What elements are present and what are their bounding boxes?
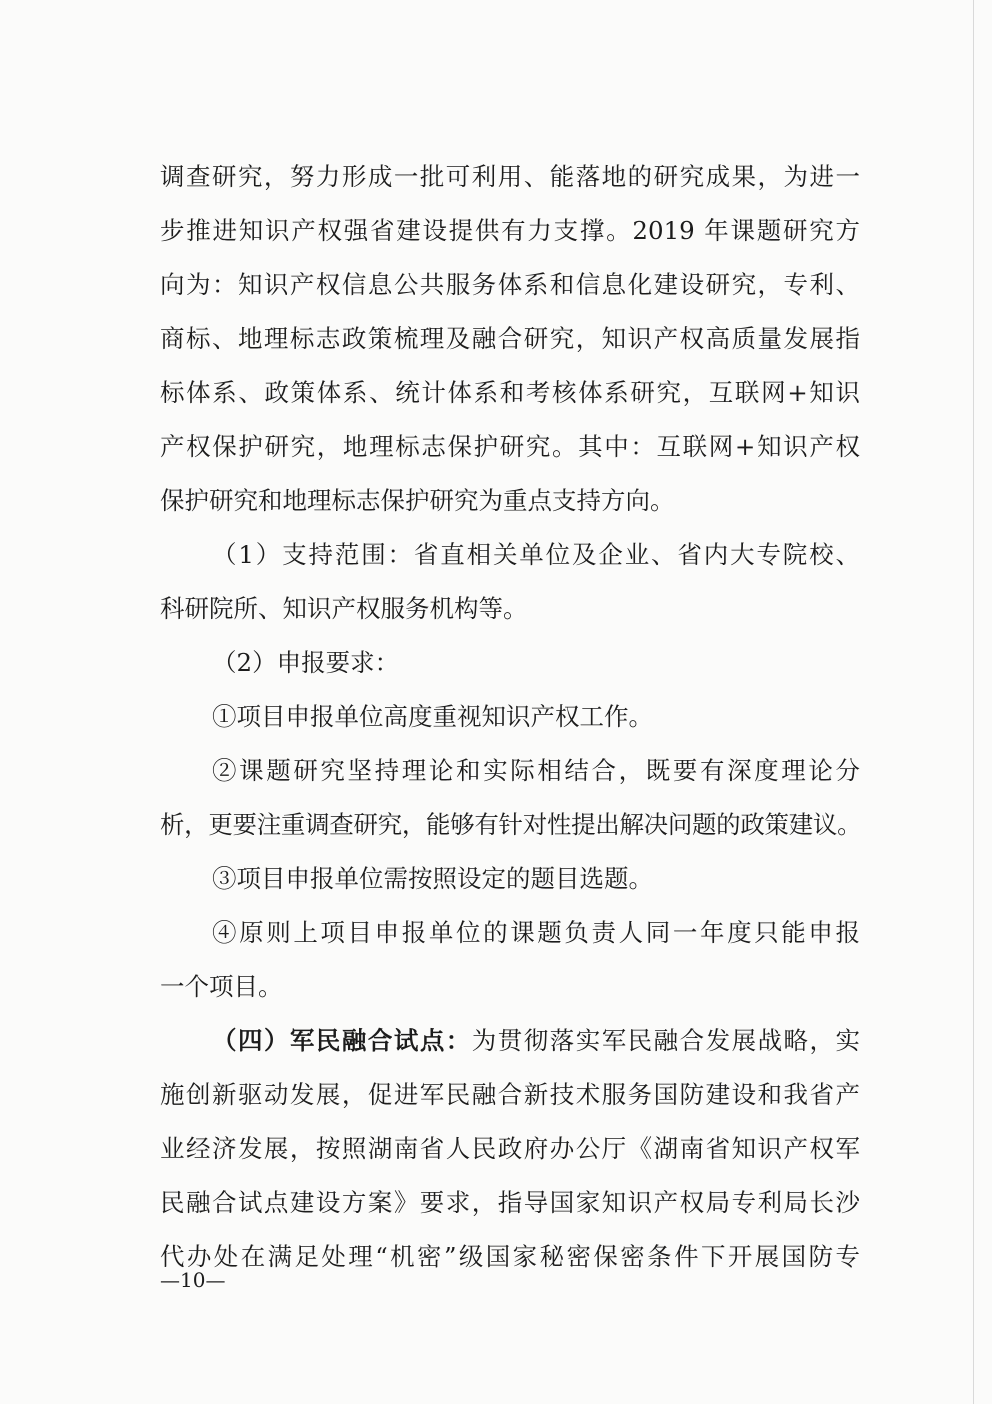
text-line: 标体系、政策体系、统计体系和考核体系研究，互联网+知识: [160, 378, 860, 407]
text-line: ③项目申报单位需按照设定的题目选题。: [212, 864, 653, 893]
text-line: 调查研究，努力形成一批可利用、能落地的研究成果，为进一: [160, 162, 860, 191]
section-heading-line: [160, 1014, 860, 1068]
text-line: 施创新驱动发展，促进军民融合新技术服务国防建设和我省产: [160, 1080, 860, 1109]
text-line: 步推进知识产权强省建设提供有力支撑。2019 年课题研究方: [160, 216, 860, 245]
section-text: 为贯彻落实军民融合发展战略，实: [471, 1026, 861, 1055]
text-line: （2）申报要求：: [212, 648, 400, 677]
text-line: 代办处在满足处理“机密”级国家秘密保密条件下开展国防专: [160, 1242, 860, 1271]
text-line: 一个项目。: [160, 972, 283, 1001]
text-line: 业经济发展，按照湖南省人民政府办公厅《湖南省知识产权军: [160, 1134, 860, 1163]
text-line: ②课题研究坚持理论和实际相结合，既要有深度理论分: [212, 756, 860, 785]
text-line: 保护研究和地理标志保护研究为重点支持方向。: [160, 486, 675, 515]
section-heading: （四）军民融合试点：: [212, 1026, 472, 1055]
text-line: （1）支持范围：省直相关单位及企业、省内大专院校、: [212, 540, 860, 569]
text-line: 商标、地理标志政策梳理及融合研究，知识产权高质量发展指: [160, 324, 860, 353]
document-body: [160, 150, 860, 1284]
page-number: —10—: [160, 1268, 226, 1292]
page-edge: [973, 0, 974, 1404]
text-line: 向为：知识产权信息公共服务体系和信息化建设研究，专利、: [160, 270, 860, 299]
text-line: ①项目申报单位高度重视知识产权工作。: [212, 702, 653, 731]
text-line: 民融合试点建设方案》要求，指导国家知识产权局专利局长沙: [160, 1188, 860, 1217]
text-line: 产权保护研究，地理标志保护研究。其中：互联网+知识产权: [160, 432, 860, 461]
text-line: 析，更要注重调查研究，能够有针对性提出解决问题的政策建议。: [160, 810, 860, 839]
text-line: ④原则上项目申报单位的课题负责人同一年度只能申报: [212, 918, 860, 947]
text-line: 科研院所、知识产权服务机构等。: [160, 594, 528, 623]
